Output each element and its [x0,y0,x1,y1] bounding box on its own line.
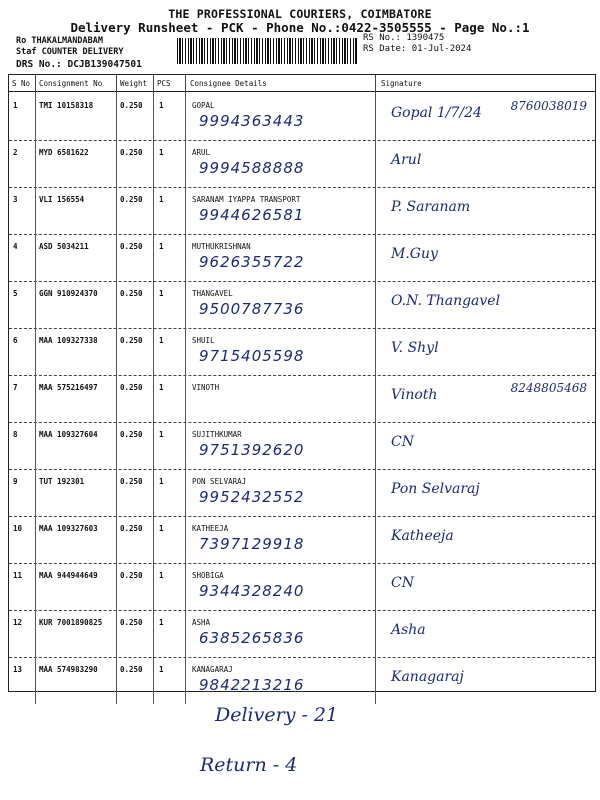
handwritten-phone: 9500787736 [199,300,305,318]
cell-consignee: ARUL [192,148,211,157]
column-divider [153,610,154,657]
table-row [9,328,595,376]
table-row [9,610,595,658]
column-divider [35,563,36,610]
column-divider [185,610,186,657]
column-divider [375,187,376,234]
signature-cell [383,475,593,513]
cell-consignee: SUJITHKUMAR [192,430,242,439]
handwritten-phone: 9944626581 [199,206,305,224]
handwritten-phone: 6385265836 [199,629,305,647]
table-row [9,281,595,329]
signature-text: M.Guy [391,246,438,262]
cell-sno: 8 [13,430,18,439]
signature-text: Katheeja [391,528,454,544]
drs-number: DRS No.: DCJB139047501 [16,59,142,70]
signature-cell [383,146,593,184]
cell-weight: 0.250 [120,618,143,627]
cell-consignment: MAA 574983290 [39,665,98,674]
signature-cell [383,334,593,372]
signature-text: Asha [391,622,426,638]
cell-consignment: KUR 7001890825 [39,618,103,627]
cell-consignment: VLI 156554 [39,195,85,204]
column-divider [35,375,36,422]
cell-consignee: VINOTH [192,383,220,392]
barcode-image [177,38,357,64]
column-divider [35,328,36,375]
table-row [9,140,595,188]
cell-sno: 6 [13,336,18,345]
cell-consignment: GGN 910924370 [39,289,98,298]
cell-pcs: 1 [159,148,164,157]
column-divider [116,610,117,657]
cell-consignment: MAA 575216497 [39,383,98,392]
cell-pcs: 1 [159,336,164,345]
column-divider [116,93,117,140]
column-divider [185,140,186,187]
cell-sno: 11 [13,571,23,580]
column-divider [375,375,376,422]
column-divider [116,328,117,375]
cell-consignee: GOPAL [192,101,215,110]
column-divider [153,187,154,234]
table-row [9,234,595,282]
cell-pcs: 1 [159,665,164,674]
cell-weight: 0.250 [120,242,143,251]
cell-weight: 0.250 [120,336,143,345]
cell-pcs: 1 [159,101,164,110]
column-divider [375,328,376,375]
column-divider [375,93,376,140]
column-divider [375,75,376,93]
cell-pcs: 1 [159,618,164,627]
handwritten-phone: 9994588888 [199,159,305,177]
signature-text: Gopal 1/7/24 [391,105,482,121]
column-divider [116,75,117,93]
company-name: THE PROFESSIONAL COURIERS, COIMBATORE [168,7,432,21]
column-divider [35,422,36,469]
cell-pcs: 1 [159,289,164,298]
cell-pcs: 1 [159,430,164,439]
column-divider [35,469,36,516]
column-divider [35,93,36,140]
cell-pcs: 1 [159,195,164,204]
signature-text: V. Shyl [391,340,439,356]
delivery-total: Delivery - 21 [215,704,339,726]
handwritten-phone: 9626355722 [199,253,305,271]
handwritten-phone: 9952432552 [199,488,305,506]
signature-cell [383,663,593,701]
cell-consignment: MAA 109327603 [39,524,98,533]
cell-weight: 0.250 [120,148,143,157]
handwritten-phone: 9994363443 [199,112,305,130]
column-divider [153,422,154,469]
cell-weight: 0.250 [120,195,143,204]
signature-cell [383,381,593,419]
cell-consignee: SARANAM IYAPPA TRANSPORT [192,195,301,204]
signature-cell [383,522,593,560]
table-row [9,422,595,470]
column-divider [185,187,186,234]
column-divider [153,281,154,328]
delivery-table [8,74,596,692]
column-header-signature: Signature [381,79,422,88]
column-divider [153,375,154,422]
column-divider [375,234,376,281]
column-divider [116,422,117,469]
cell-consignment: MAA 109327338 [39,336,98,345]
column-divider [185,328,186,375]
rs-number: RS No.: 1390475 [363,33,445,43]
cell-consignment: MYD 6581622 [39,148,89,157]
cell-weight: 0.250 [120,665,143,674]
column-divider [375,281,376,328]
column-divider [185,281,186,328]
handwritten-phone: 9715405598 [199,347,305,365]
cell-weight: 0.250 [120,571,143,580]
cell-pcs: 1 [159,571,164,580]
column-divider [185,75,186,93]
cell-pcs: 1 [159,477,164,486]
column-header-pcs: PCS [157,79,171,88]
column-divider [185,234,186,281]
column-header-sno: S No [12,79,31,88]
runsheet-meta-left [16,36,142,70]
cell-sno: 4 [13,242,18,251]
column-divider [116,281,117,328]
column-divider [116,140,117,187]
column-divider [35,516,36,563]
signature-text: O.N. Thangavel [391,293,501,309]
signature-text: CN [391,575,414,591]
cell-consignment: TMI 10158318 [39,101,94,110]
cell-consignee: KANAGARAJ [192,665,233,674]
column-divider [375,657,376,704]
signature-text: Vinoth [391,387,438,403]
column-divider [116,657,117,704]
cell-consignment: MAA 109327604 [39,430,98,439]
column-divider [35,657,36,704]
table-header [9,75,595,92]
cell-consignment: MAA 944944649 [39,571,98,580]
column-divider [153,516,154,563]
table-row [9,375,595,423]
table-row [9,93,595,141]
column-divider [35,140,36,187]
signature-cell [383,569,593,607]
column-divider [35,281,36,328]
column-divider [153,140,154,187]
signature-text: Arul [391,152,422,168]
column-divider [375,140,376,187]
signature-cell [383,193,593,231]
column-divider [35,610,36,657]
cell-consignee: MUTHUKRISHNAN [192,242,251,251]
table-row [9,187,595,235]
cell-pcs: 1 [159,242,164,251]
rs-date: RS Date: 01-Jul-2024 [363,44,472,54]
column-divider [375,563,376,610]
signature-cell [383,616,593,654]
handwritten-phone: 9842213216 [199,676,305,694]
cell-consignee: KATHEEJA [192,524,229,533]
cell-weight: 0.250 [120,289,143,298]
column-divider [153,563,154,610]
runsheet-meta-right [363,33,471,55]
table-row [9,469,595,517]
column-divider [375,469,376,516]
signature-text: CN [391,434,414,450]
route-label: Ro THAKALMANDABAM [16,36,103,46]
column-divider [185,93,186,140]
cell-sno: 7 [13,383,18,392]
cell-sno: 12 [13,618,23,627]
column-header-consignment: Consignment No [39,79,103,88]
column-divider [153,75,154,93]
cell-consignee: THANGAVEL [192,289,233,298]
column-divider [185,657,186,704]
column-divider [185,516,186,563]
table-row [9,516,595,564]
cell-consignment: ASD 5034211 [39,242,89,251]
column-header-weight: Weight [120,79,148,88]
column-divider [116,234,117,281]
cell-sno: 3 [13,195,18,204]
cell-sno: 9 [13,477,18,486]
cell-weight: 0.250 [120,477,143,486]
column-divider [153,328,154,375]
column-divider [35,234,36,281]
column-divider [185,563,186,610]
staff-label: Staf COUNTER DELIVERY [16,47,124,57]
column-divider [35,187,36,234]
column-divider [153,234,154,281]
column-divider [116,375,117,422]
table-row [9,657,595,704]
handwritten-phone: 9751392620 [199,441,305,459]
signature-text: P. Saranam [391,199,471,215]
column-divider [375,610,376,657]
signature-cell [383,240,593,278]
column-divider [116,469,117,516]
cell-weight: 0.250 [120,524,143,533]
cell-weight: 0.250 [120,430,143,439]
handwritten-phone: 9344328240 [199,582,305,600]
signature-text: Kanagaraj [391,669,464,685]
cell-consignee: PON SELVARAJ [192,477,247,486]
cell-consignment: TUT 192301 [39,477,85,486]
cell-consignee: ASHA [192,618,211,627]
column-divider [375,516,376,563]
column-divider [375,422,376,469]
cell-sno: 2 [13,148,18,157]
cell-consignee: SHOBIGA [192,571,224,580]
cell-sno: 13 [13,665,23,674]
column-divider [116,516,117,563]
column-divider [185,422,186,469]
signature-cell [383,287,593,325]
cell-sno: 10 [13,524,23,533]
cell-consignee: SHUIL [192,336,215,345]
cell-weight: 0.250 [120,383,143,392]
cell-sno: 1 [13,101,18,110]
signature-text: Pon Selvaraj [391,481,480,497]
table-row [9,563,595,611]
column-divider [35,75,36,93]
return-total: Return - 4 [200,754,298,776]
column-divider [116,187,117,234]
signature-cell [383,428,593,466]
cell-pcs: 1 [159,383,164,392]
column-divider [153,657,154,704]
column-divider [153,469,154,516]
cell-pcs: 1 [159,524,164,533]
column-divider [185,469,186,516]
column-header-consignee: Consignee Details [190,79,267,88]
signature-note: 8760038019 [510,99,587,113]
column-divider [153,93,154,140]
signature-cell [383,99,593,137]
column-divider [185,375,186,422]
cell-sno: 5 [13,289,18,298]
signature-note: 8248805468 [510,381,587,395]
column-divider [116,563,117,610]
handwritten-phone: 7397129918 [199,535,305,553]
cell-weight: 0.250 [120,101,143,110]
runsheet-title: Delivery Runsheet - PCK - Phone No.:0422-3505555 - Page No.:1 [70,20,530,35]
